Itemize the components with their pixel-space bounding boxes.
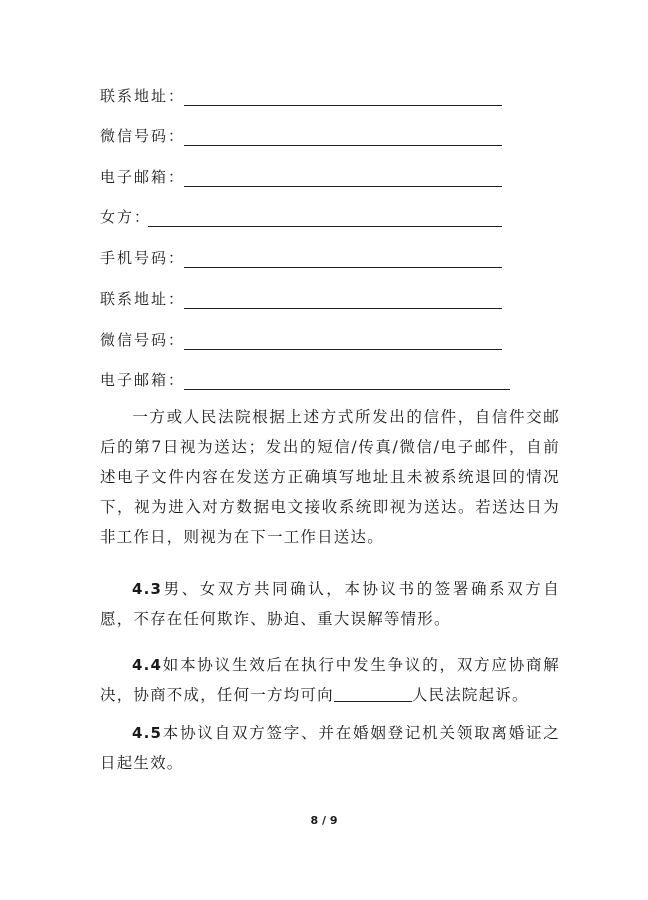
fill-in-line[interactable] [148,226,502,227]
clause-number: 4.4 [132,656,163,674]
field-label: 女方： [100,208,152,226]
clause-number: 4.3 [132,580,163,598]
clause-text: 如本协议生效后在执行中发生争议的，双方应协商解决，协商不成，任何一方均可向 [100,656,560,704]
court-name-blank[interactable] [334,685,412,702]
fill-in-line[interactable] [184,105,502,106]
clause-4-4 [100,650,560,710]
clause-text: 本协议自双方签字、并在婚姻登记机关领取离婚证之日起生效。 [100,724,560,772]
fill-in-line[interactable] [184,349,502,350]
fill-in-line[interactable] [184,186,502,187]
clause-text: 男、女双方共同确认，本协议书的签署确系双方自愿，不存在任何欺诈、胁迫、重大误解等情形。 [100,580,560,628]
field-label: 电子邮箱： [100,371,186,389]
delivery-paragraph [100,402,560,552]
clause-number: 4.5 [132,724,163,742]
page-number: 8 / 9 [310,814,338,827]
fill-in-line[interactable] [184,308,502,309]
fill-in-line[interactable] [184,145,502,146]
fill-in-line[interactable] [184,267,502,268]
field-label: 联系地址： [100,87,186,105]
clause-4-3 [100,574,560,634]
field-label: 微信号码： [100,331,186,349]
field-label: 联系地址： [100,290,186,308]
delivery-paragraph-text: 一方或人民法院根据上述方式所发出的信件，自信件交邮后的第7日视为送达；发出的短信/传真/微信/电子邮件，自前述电子文件内容在发送方正确填写地址且未被系统退回的情况下，视为进入对方数据电文接收系统即视为送达。若送达日为非工作日，则视为在下一工作日送达。 [100,408,560,546]
field-label: 手机号码： [100,249,186,267]
field-label: 微信号码： [100,127,186,145]
clause-4-5 [100,718,560,778]
field-label: 电子邮箱： [100,168,186,186]
clause-text-end: 人民法院起诉。 [411,686,529,704]
fill-in-line[interactable] [184,389,510,390]
